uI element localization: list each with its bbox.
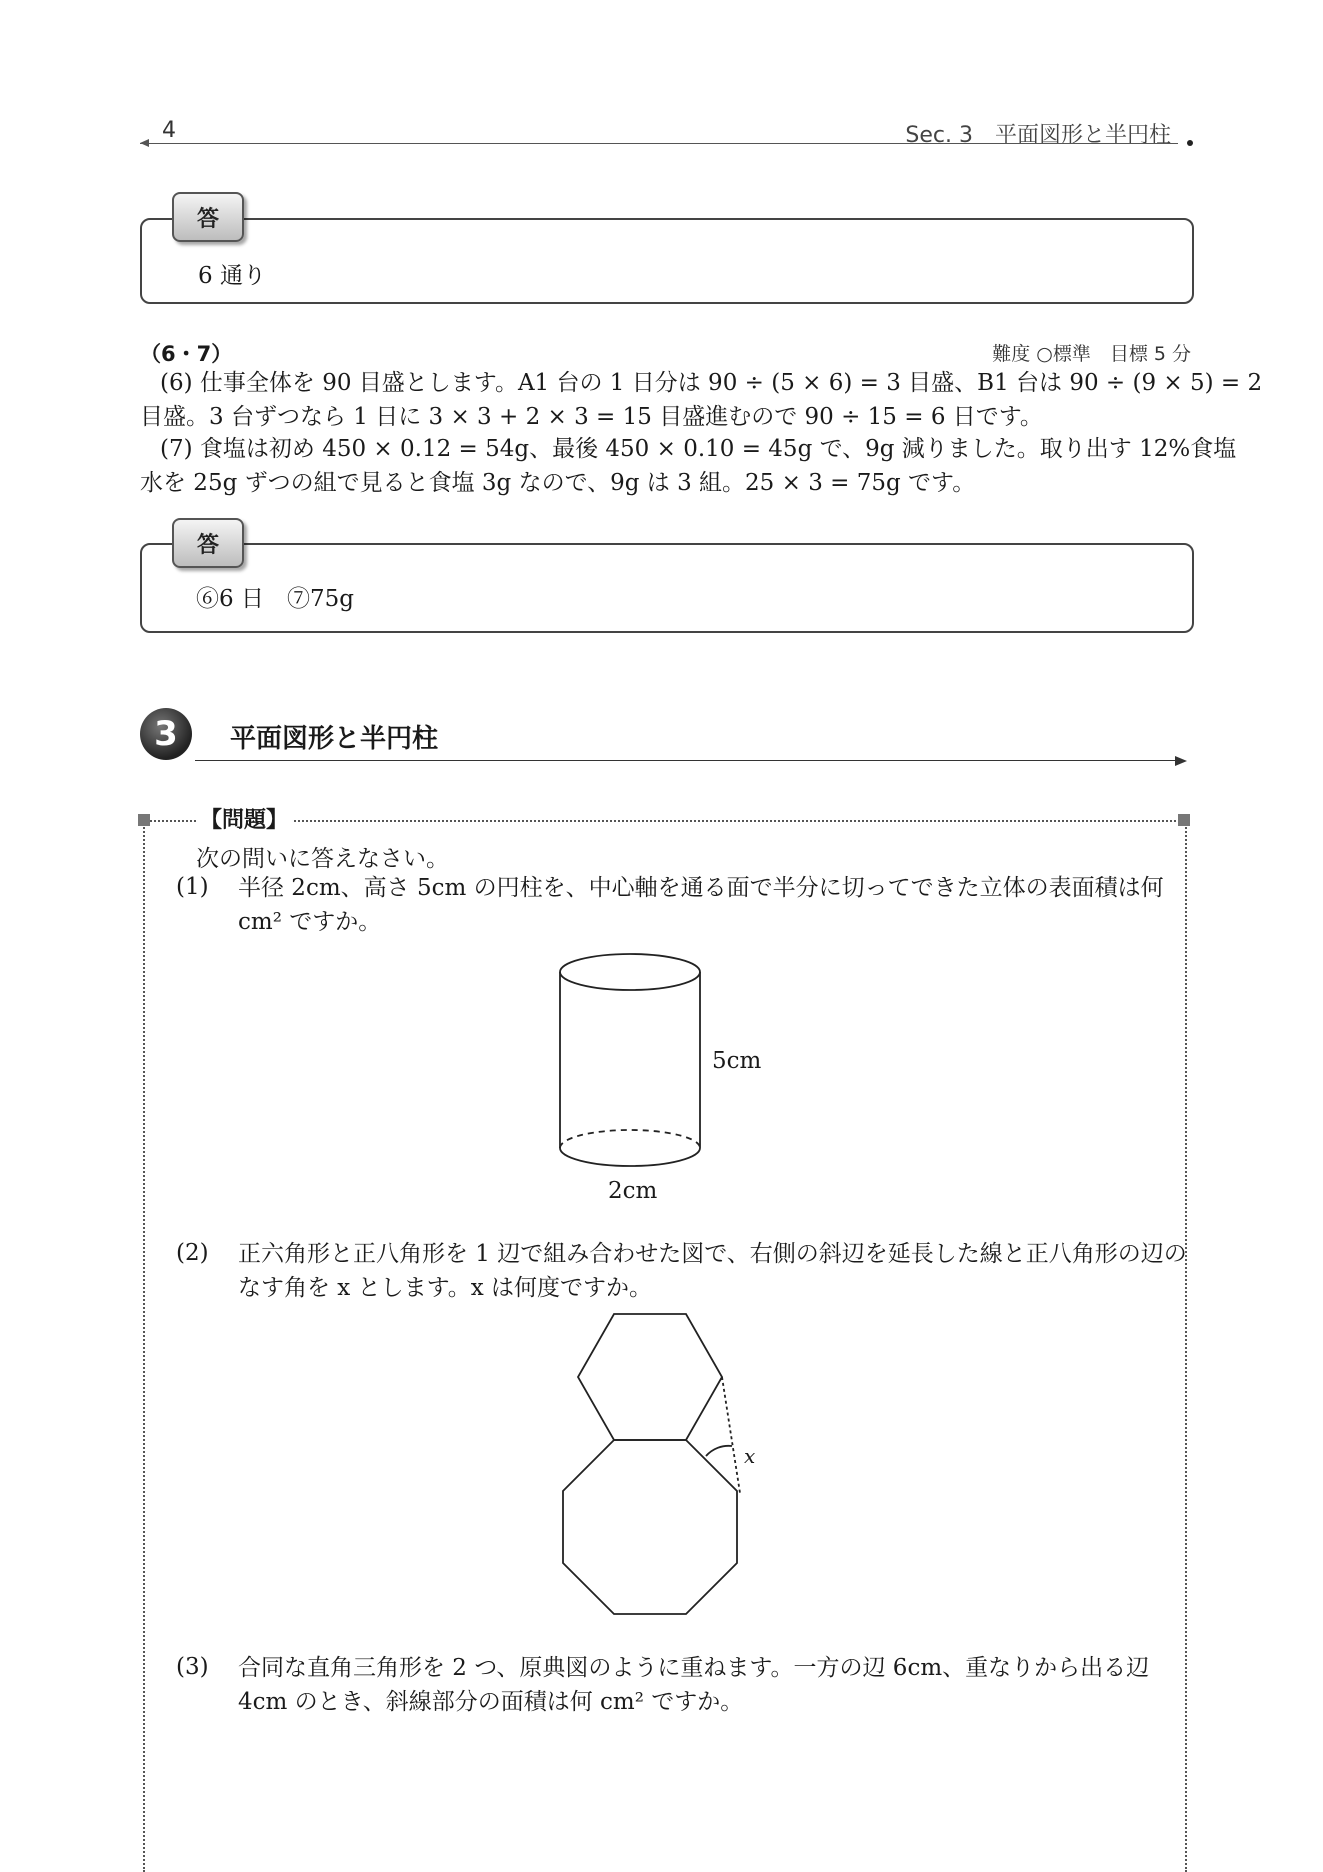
section-badge: 3 [140, 708, 192, 760]
angle-arc [706, 1446, 732, 1456]
answer-tag-1: 答 [172, 192, 244, 242]
angle-x-label: x [744, 1444, 756, 1468]
question-3-text: 合同な直角三角形を 2 つ、原典図のように重ねます。一方の辺 6cm、重なりから出る辺 4cm のとき、斜線部分の面積は何 cm² ですか。 [238, 1655, 1150, 1715]
answer-tag-2: 答 [172, 518, 244, 568]
cylinder-height-label: 5cm [712, 1048, 762, 1074]
cylinder-figure [560, 954, 700, 1166]
solution-line-1: (6) 仕事全体を 90 目盛とします。A1 台の 1 日分は 90 ÷ (5 × 6) = 3 目盛、B1 台は 90 ÷ (9 × 5) = 2 [160, 370, 1263, 396]
cylinder-bottom-back [560, 1130, 700, 1148]
cylinder-bottom-front [560, 1148, 700, 1166]
section-title: 平面図形と半円柱 [230, 724, 439, 754]
answer-text-1: 6 通り [198, 263, 266, 289]
cylinder-top [560, 954, 700, 990]
question-1-number: (1) [176, 874, 209, 900]
extension-line [722, 1377, 740, 1493]
polygon-figure [563, 1314, 740, 1614]
question-2-number: (2) [176, 1240, 209, 1266]
problem-intro: 次の問いに答えなさい。 [196, 846, 449, 872]
page-number: 4 [162, 118, 176, 143]
solution-heading: （6・7） [140, 342, 233, 366]
cylinder-width-label: 2cm [608, 1178, 658, 1204]
hexagon-shape [578, 1314, 722, 1440]
solution-line-4: 水を 25g ずつの組で見ると食塩 3g なので、9g は 3 組。25 × 3 = 75g です。 [140, 470, 976, 496]
question-1-text: 半径 2cm、高さ 5cm の円柱を、中心軸を通る面で半分に切ってできた立体の表面積は何 cm² ですか。 [238, 875, 1164, 935]
solution-line-3: (7) 食塩は初め 450 × 0.12 = 54g、最後 450 × 0.10 = 45g で、9g 減りました。取り出す 12%食塩 [160, 436, 1237, 462]
solution-line-2: 目盛。3 台ずつなら 1 日に 3 × 3 + 2 × 3 = 15 目盛進むので 90 ÷ 15 = 6 日です。 [140, 404, 1043, 430]
problem-label: 【問題】 [196, 803, 292, 834]
answer-text-2: ⑥6 日 ⑦75g [196, 586, 354, 612]
question-2-text: 正六角形と正八角形を 1 辺で組み合わせた図で、右側の斜辺を延長した線と正八角形の辺のなす角を x とします。x は何度ですか。 [238, 1241, 1187, 1301]
octagon-shape [563, 1440, 737, 1614]
question-3-number: (3) [176, 1654, 209, 1680]
solution-meta: 難度 ○標準 目標 5 分 [992, 343, 1191, 365]
running-head: Sec. 3 平面図形と半円柱 [905, 123, 1171, 148]
